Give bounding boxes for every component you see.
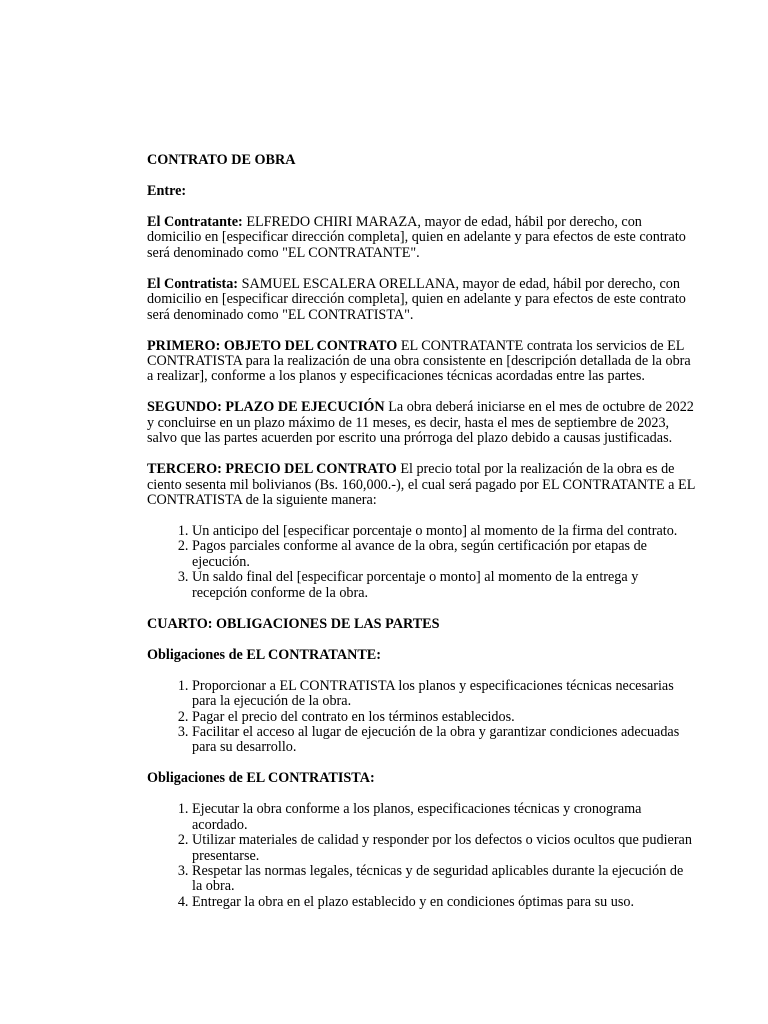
clause-segundo-text: La obra deberá iniciarse en el mes de octubre de 2022 y concluirse en un plazo máximo de 11 meses, es decir, hasta el mes de septiembre de 2023, salvo que las partes acuerden por escrito una prórroga del plazo debido a causas justificadas. (147, 399, 694, 447)
clause-tercero-label: TERCERO: PRECIO DEL CONTRATO (147, 461, 397, 478)
contratista-obligations-list (147, 802, 695, 910)
clause-cuarto-label: CUARTO: OBLIGACIONES DE LAS PARTES (147, 615, 440, 632)
contratante-text: ELFREDO CHIRI MARAZA, mayor de edad, hábil por derecho, con domicilio en [especificar dirección completa], quien en adelante y para efectos de este contrato será denominado como "EL CONTRATANTE". (147, 214, 686, 261)
list-item: 3. Un saldo final del [especificar porcentaje o monto] al momento de la entrega y recepción conforme de la obra. (192, 570, 695, 601)
document-title: CONTRATO DE OBRA (147, 152, 296, 168)
clause-primero (147, 339, 695, 385)
list-item: 4. Entregar la obra en el plazo establecido y en condiciones óptimas para su uso. (192, 895, 695, 910)
clause-primero-label: PRIMERO: OBJETO DEL CONTRATO (147, 337, 398, 354)
list-item: 2. Pagos parciales conforme al avance de la obra, según certificación por etapas de ejecución. (192, 539, 695, 570)
list-item: 1. Ejecutar la obra conforme a los planos, especificaciones técnicas y cronograma acordado. (192, 802, 695, 833)
between-heading: Entre: (147, 183, 187, 199)
list-item: 1. Un anticipo del [especificar porcentaje o monto] al momento de la firma del contrato. (192, 524, 695, 539)
contratista-text: SAMUEL ESCALERA ORELLANA, mayor de edad, hábil por derecho, con domicilio en [especificar dirección completa], quien en adelante y para efectos de este contrato será denominado como "EL CONTRATISTA". (147, 275, 686, 323)
contratante-label: El Contratante: (147, 214, 243, 230)
contratista-paragraph (147, 277, 695, 323)
contratante-obligations-list (147, 679, 695, 756)
contratista-label: El Contratista: (147, 275, 239, 292)
contratista-obligations-heading: Obligaciones de EL CONTRATISTA: (147, 770, 375, 787)
clause-segundo-label: SEGUNDO: PLAZO DE EJECUCIÓN (147, 399, 385, 416)
contratante-obligations-heading: Obligaciones de EL CONTRATANTE: (147, 646, 381, 663)
list-item: 3. Respetar las normas legales, técnicas y de seguridad aplicables durante la ejecución de la obra. (192, 864, 695, 895)
payment-list (147, 524, 695, 601)
document-page (147, 153, 695, 926)
clause-cuarto (147, 617, 695, 632)
clause-primero-text: EL CONTRATANTE contrata los servicios de EL CONTRATISTA para la realización de una obra consistente en [descripción detallada de la obra a realizar], conforme a los planos y especificaciones técnicas acordadas entre las partes. (147, 337, 691, 385)
list-item: 2. Utilizar materiales de calidad y responder por los defectos o vicios ocultos que pudieran presentarse. (192, 833, 695, 864)
list-item: 2. Pagar el precio del contrato en los términos establecidos. (192, 710, 695, 725)
clause-tercero (147, 462, 695, 508)
contratante-paragraph (147, 215, 695, 261)
clause-tercero-text: El precio total por la realización de la obra es de ciento sesenta mil bolivianos (Bs. 160,000.-), el cual será pagado por EL CONTRATANTE a EL CONTRATISTA de la siguiente manera: (147, 461, 695, 509)
list-item: 3. Facilitar el acceso al lugar de ejecución de la obra y garantizar condiciones adecuadas para su desarrollo. (192, 725, 695, 756)
list-item: 1. Proporcionar a EL CONTRATISTA los planos y especificaciones técnicas necesarias para la ejecución de la obra. (192, 679, 695, 710)
clause-segundo (147, 400, 695, 446)
